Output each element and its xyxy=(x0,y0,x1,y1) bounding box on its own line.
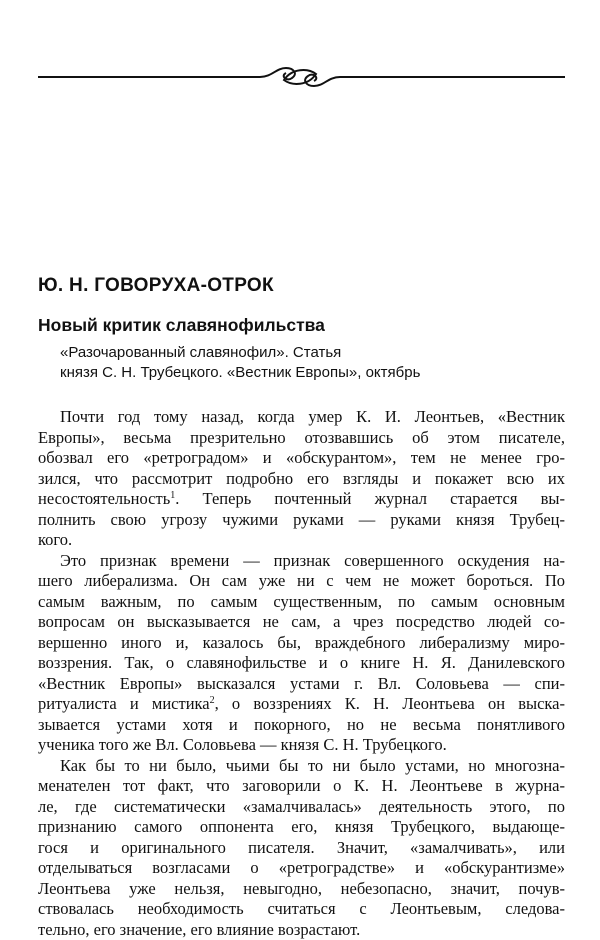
paragraph-3 xyxy=(38,756,565,940)
text-segment: , о воззрениях К. Н. Леонтьева он выска- xyxy=(215,694,565,713)
text-line: тельно, его значение, его влияние возрастают. xyxy=(38,920,565,940)
text-line: «Вестник Европы» высказался устами г. Вл. Соловьева — спи- xyxy=(38,674,565,695)
text-line: признанию самого оппонента его, князя Трубецкого, выдающе- xyxy=(38,817,565,838)
text-line xyxy=(38,489,565,510)
text-line xyxy=(38,694,565,715)
text-segment: ритуалиста и мистика xyxy=(38,694,210,713)
article-title: Новый критик славянофильства xyxy=(38,315,325,336)
paragraph-2 xyxy=(38,551,565,756)
text-line: самым важным, по самым существенным, по самым основным xyxy=(38,592,565,613)
text-line: полнить свою угрозу чужими руками — руками князя Трубец- xyxy=(38,510,565,531)
footnote-ref: 2 xyxy=(210,695,215,706)
text-line: менателен тот факт, что заговорили о К. Н. Леонтьеве в журна- xyxy=(38,776,565,797)
text-segment: . Теперь почтенный журнал старается вы- xyxy=(175,489,565,508)
text-line: зился, что рассмотрит подробно его взгляды и покажет всю их xyxy=(38,469,565,490)
paragraph-1 xyxy=(38,407,565,551)
text-line: гося и оригинального писателя. Значит, «замалчивать», или xyxy=(38,838,565,859)
article-subtitle xyxy=(60,343,420,383)
text-line: ученика того же Вл. Соловьева — князя С. Н. Трубецкого. xyxy=(38,735,565,756)
text-line: Это признак времени — признак совершенного оскудения на- xyxy=(38,551,565,572)
text-line: вершенно иного и, казалось бы, враждебного либерализму миро- xyxy=(38,633,565,654)
text-line: Леонтьева уже нельзя, невыгодно, небезопасно, значит, почув- xyxy=(38,879,565,900)
text-line: воззрения. Так, о славянофильстве и о книге Н. Я. Данилевского xyxy=(38,653,565,674)
text-line: обозвал его «ретроградом» и «обскурантом», тем не менее гро- xyxy=(38,448,565,469)
ornament-flourish-icon xyxy=(258,62,342,92)
text-segment: несостоятельность xyxy=(38,489,170,508)
text-line: ствовалась необходимость считаться с Леонтьевым, следова- xyxy=(38,899,565,920)
text-line: Почти год тому назад, когда умер К. И. Леонтьев, «Вестник xyxy=(38,407,565,428)
text-line: ле, где систематически «замалчивалась» деятельность этого, по xyxy=(38,797,565,818)
footnote-ref: 1 xyxy=(170,490,175,501)
text-line: Европы», весьма презрительно отозвавшись об этом писателе, xyxy=(38,428,565,449)
text-line: зывается устами хотя и покорного, но не весьма понятливого xyxy=(38,715,565,736)
subtitle-line: «Разочарованный славянофил». Статья xyxy=(60,343,420,363)
text-line: Как бы то ни было, чьими бы то ни было устами, но многозна- xyxy=(38,756,565,777)
text-line: отделываться возгласами о «ретроградстве» и «обскурантизме» xyxy=(38,858,565,879)
text-line: кого. xyxy=(38,530,565,551)
article-body xyxy=(38,407,565,940)
text-line: шего либерализма. Он сам уже ни с чем не может бороться. По xyxy=(38,571,565,592)
author-name: Ю. Н. ГОВОРУХА-ОТРОК xyxy=(38,275,274,297)
header-rule-right xyxy=(340,76,565,78)
header-rule-left xyxy=(38,76,260,78)
subtitle-line: князя С. Н. Трубецкого. «Вестник Европы», октябрь xyxy=(60,363,420,383)
text-line: вопросам он высказывается не сам, а чрез посредство людей со- xyxy=(38,612,565,633)
